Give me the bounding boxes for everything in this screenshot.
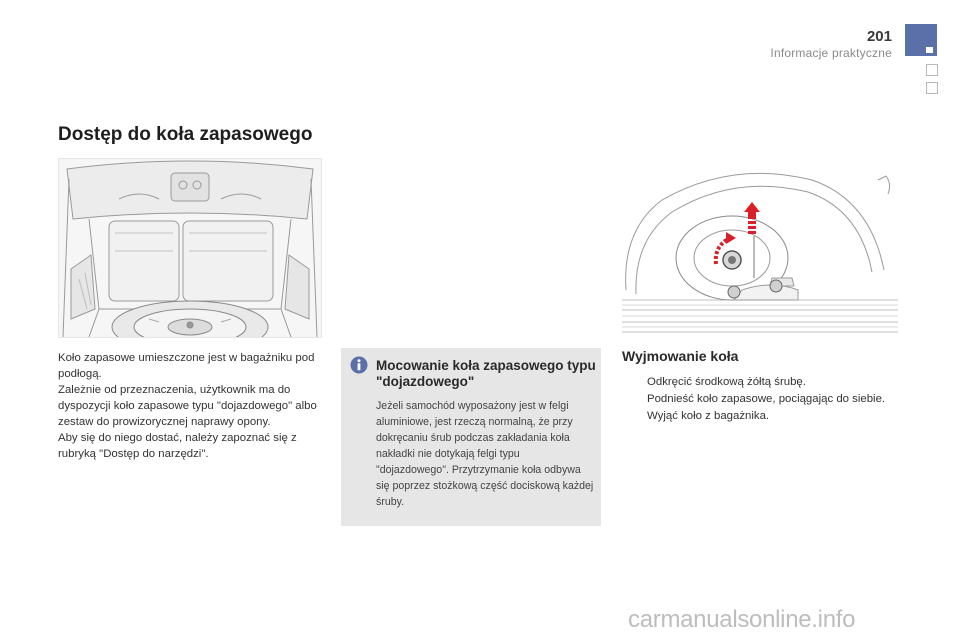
section-title: Informacje praktyczne [770,46,892,60]
info-icon [350,356,368,374]
removal-steps [622,374,892,425]
chapter-box-empty [926,82,938,94]
removal-step [622,391,892,408]
watermark: carmanualsonline.info [628,606,856,633]
body-paragraph: Zależnie od przeznaczenia, użytkownik ma do dyspozycji koło zapasowe typu "dojazdowego" albo zestaw do prowizorycznej naprawy opony. [58,384,317,428]
removal-step [622,374,892,391]
chapter-tab[interactable] [905,24,937,56]
body-paragraph: Aby się do niego dostać, należy zapoznać się z rubryką "Dostęp do narzędzi". [58,432,297,460]
info-box-text: Jeżeli samochód wyposażony jest w felgi aluminiowe, jest rzeczą normalną, że przy dokręcaniu śrub podczas zakładania koła nakładki nie dotykają felgi typu "dojazdowego". Przytrzymanie koła odbywa się poprzez stożkową część dociskową każdej śruby. [376,400,594,508]
step-text: Podnieść koło zapasowe, pociągając do siebie. [647,393,886,405]
trunk-drawing [59,159,321,337]
removal-step [622,408,892,425]
body-paragraph: Koło zapasowe umieszczone jest w bagażniku pod podłogą. [58,352,315,380]
wheel-removal-illustration [622,160,898,340]
step-text: Wyjąć koło z bagażnika. [647,410,770,422]
chapter-box-empty [926,64,938,76]
page-heading: Dostęp do koła zapasowego [58,124,313,145]
wheel-well-drawing [622,160,898,340]
info-box-title: Mocowanie koła zapasowego typu "dojazdowego" [376,358,596,389]
unscrew-arrow-head [726,232,736,244]
body-text [58,350,320,462]
trunk-illustration [58,158,322,338]
chapter-tab-mark [926,47,933,53]
step-text: Odkręcić środkową żółtą śrubę. [647,376,806,388]
removal-heading: Wyjmowanie koła [622,348,739,364]
pull-up-arrow [744,202,760,234]
page-number: 201 [866,28,892,45]
